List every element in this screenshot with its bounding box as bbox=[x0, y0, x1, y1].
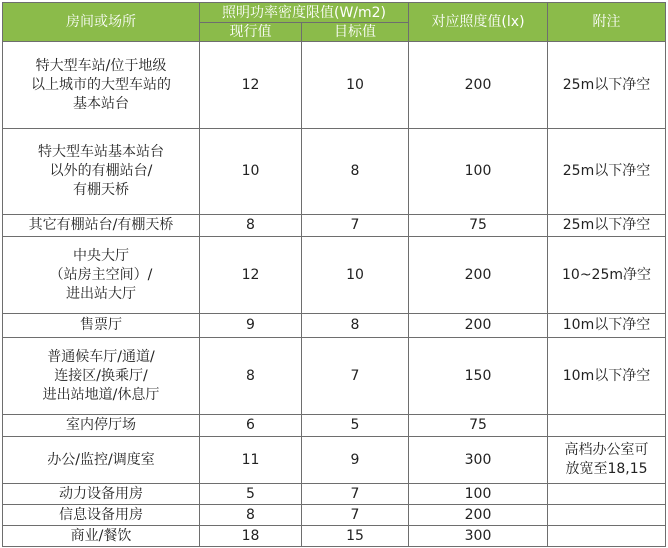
cell-target: 10 bbox=[302, 237, 409, 314]
cell-note: 25m以下净空 bbox=[548, 42, 666, 129]
table-row bbox=[3, 42, 666, 129]
cell-room: 其它有棚站台/有棚天桥 bbox=[3, 215, 200, 237]
cell-current: 6 bbox=[200, 415, 302, 437]
table-row bbox=[3, 437, 666, 484]
cell-target: 8 bbox=[302, 129, 409, 215]
cell-current: 8 bbox=[200, 215, 302, 237]
table-row bbox=[3, 129, 666, 215]
table-row bbox=[3, 526, 666, 547]
cell-note bbox=[548, 415, 666, 437]
cell-room: 普通候车厅/通道/ 连接区/换乘厅/ 进出站地道/休息厅 bbox=[3, 338, 200, 415]
cell-illuminance: 75 bbox=[409, 215, 548, 237]
cell-illuminance: 300 bbox=[409, 526, 548, 547]
table-row bbox=[3, 505, 666, 526]
cell-room: 室内停厅场 bbox=[3, 415, 200, 437]
cell-room: 特大型车站/位于地级 以上城市的大型车站的 基本站台 bbox=[3, 42, 200, 129]
cell-illuminance: 75 bbox=[409, 415, 548, 437]
cell-room: 信息设备用房 bbox=[3, 505, 200, 526]
header-current-value: 现行值 bbox=[200, 23, 302, 42]
cell-target: 7 bbox=[302, 215, 409, 237]
cell-illuminance: 300 bbox=[409, 437, 548, 484]
header-power-density: 照明功率密度限值(W/m2) bbox=[200, 3, 409, 23]
header-note: 附注 bbox=[548, 3, 666, 42]
cell-target: 10 bbox=[302, 42, 409, 129]
cell-target: 8 bbox=[302, 314, 409, 338]
cell-note bbox=[548, 526, 666, 547]
cell-target: 15 bbox=[302, 526, 409, 547]
table-row bbox=[3, 237, 666, 314]
cell-current: 12 bbox=[200, 237, 302, 314]
cell-illuminance: 200 bbox=[409, 42, 548, 129]
cell-current: 18 bbox=[200, 526, 302, 547]
cell-current: 8 bbox=[200, 505, 302, 526]
cell-note bbox=[548, 505, 666, 526]
cell-target: 5 bbox=[302, 415, 409, 437]
cell-illuminance: 200 bbox=[409, 505, 548, 526]
table-row bbox=[3, 484, 666, 505]
cell-current: 9 bbox=[200, 314, 302, 338]
lighting-density-table bbox=[2, 2, 666, 547]
cell-current: 10 bbox=[200, 129, 302, 215]
cell-illuminance: 100 bbox=[409, 484, 548, 505]
cell-room: 特大型车站基本站台 以外的有棚站台/ 有棚天桥 bbox=[3, 129, 200, 215]
cell-room: 商业/餐饮 bbox=[3, 526, 200, 547]
cell-current: 5 bbox=[200, 484, 302, 505]
header-target-value: 目标值 bbox=[302, 23, 409, 42]
cell-note: 10m以下净空 bbox=[548, 338, 666, 415]
cell-illuminance: 200 bbox=[409, 237, 548, 314]
table-row bbox=[3, 314, 666, 338]
cell-room: 动力设备用房 bbox=[3, 484, 200, 505]
cell-room: 中央大厅 （站房主空间）/ 进出站大厅 bbox=[3, 237, 200, 314]
cell-note: 25m以下净空 bbox=[548, 129, 666, 215]
cell-target: 7 bbox=[302, 338, 409, 415]
table-row bbox=[3, 215, 666, 237]
cell-note bbox=[548, 484, 666, 505]
cell-illuminance: 150 bbox=[409, 338, 548, 415]
header-room: 房间或场所 bbox=[3, 3, 200, 42]
cell-current: 12 bbox=[200, 42, 302, 129]
cell-note: 10m以下净空 bbox=[548, 314, 666, 338]
cell-room: 办公/监控/调度室 bbox=[3, 437, 200, 484]
cell-note: 高档办公室可 放宽至18,15 bbox=[548, 437, 666, 484]
cell-illuminance: 200 bbox=[409, 314, 548, 338]
cell-note: 10~25m净空 bbox=[548, 237, 666, 314]
cell-current: 8 bbox=[200, 338, 302, 415]
table-row bbox=[3, 338, 666, 415]
cell-room: 售票厅 bbox=[3, 314, 200, 338]
cell-target: 7 bbox=[302, 505, 409, 526]
cell-target: 9 bbox=[302, 437, 409, 484]
header-illuminance: 对应照度值(lx) bbox=[409, 3, 548, 42]
cell-illuminance: 100 bbox=[409, 129, 548, 215]
cell-current: 11 bbox=[200, 437, 302, 484]
cell-target: 7 bbox=[302, 484, 409, 505]
cell-note: 25m以下净空 bbox=[548, 215, 666, 237]
table-row bbox=[3, 415, 666, 437]
